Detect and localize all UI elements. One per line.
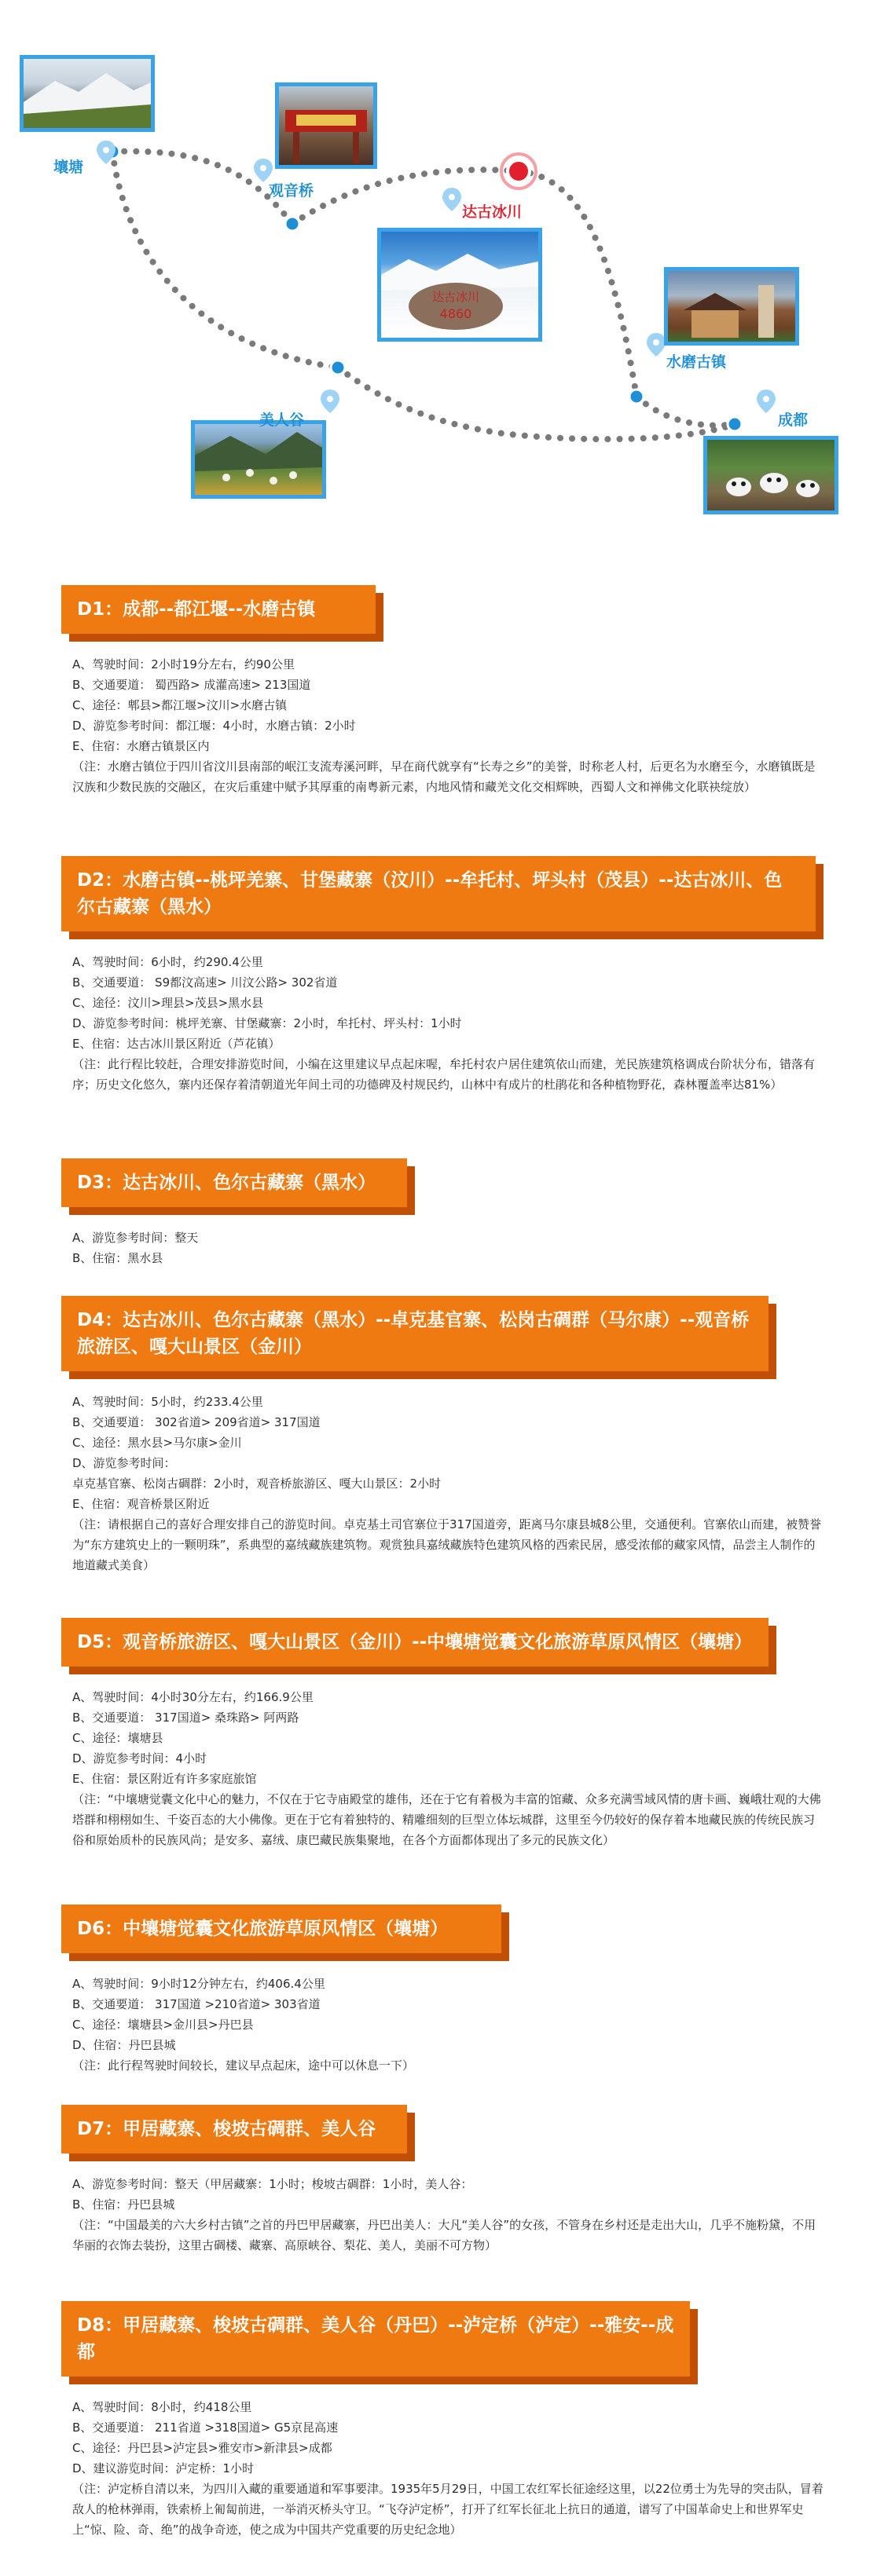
day-5-title: D5：观音桥旅游区、嘎大山景区（金川）--中壤塘觉囊文化旅游草原风情区（壤塘） (61, 1618, 768, 1667)
day-1-details (61, 654, 823, 797)
day-7-title: D7：甲居藏寨、梭坡古碉群、美人谷 (61, 2105, 407, 2153)
day-3-line: B、住宿：黑水县 (72, 1251, 163, 1265)
day-8-details (61, 2397, 823, 2540)
node-meirengu (331, 360, 345, 375)
day-3-details (61, 1228, 823, 1268)
day-2-line: A、驾驶时间：6小时，约290.4公里 (72, 955, 263, 969)
day-7-details (61, 2174, 823, 2256)
day-2-line: C、途径：汶川>理县>茂县>黑水县 (72, 996, 264, 1010)
day-6-line: C、途径：壤塘县>金川县>丹巴县 (72, 2018, 254, 2032)
route-map (0, 0, 884, 550)
day-1-line: C、途径：郫县>都江堰>汶川>水磨古镇 (72, 698, 288, 712)
label-chengdu: 成都 (778, 412, 809, 429)
pin-icon-dagu (442, 188, 461, 211)
day-6-note: （注：此行程驾驶时间较长，建议早点起床，途中可以休息一下） (72, 2058, 415, 2073)
day-5-section (61, 1618, 823, 1850)
day-4-title: D4：达古冰川、色尔古藏寨（黑水）--卓克基官寨、松岗古碉群（马尔康）--观音桥旅游区、嘎大山景区（金川） (61, 1296, 768, 1371)
day-4-line: D、游览参考时间： (72, 1456, 176, 1470)
day-2-line: B、交通要道： S9都汶高速> 川汶公路> 302省道 (72, 975, 338, 990)
day-8-title: D8：甲居藏寨、梭坡古碉群、美人谷（丹巴）--泸定桥（泸定）--雅安--成都 (61, 2301, 690, 2377)
day-5-line: D、游览参考时间：4小时 (72, 1751, 207, 1766)
day-1-section (61, 585, 823, 797)
day-4-details (61, 1392, 823, 1575)
day-2-title: D2：水磨古镇--桃坪羌寨、甘堡藏寨（汶川）--牟托村、坪头村（茂县）--达古冰川、色尔古藏寨（黑水） (61, 856, 816, 931)
label-shuimo: 水磨古镇 (666, 353, 727, 371)
day-1-line: D、游览参考时间：都江堰：4小时，水磨古镇：2小时 (72, 719, 356, 733)
day-7-note: （注：“中国最美的六大乡村古镇”之首的丹巴甲居藏寨，丹巴出美人：大凡“美人谷”的女孩，不管身在乡村还是走出大山，几乎不施粉黛，不用华丽的衣饰去装扮，这里古碉楼、藏寨、高原峡谷、梨花、美人，美丽不可方物） (72, 2218, 816, 2252)
day-2-line: D、游览参考时间：桃坪羌寨、甘堡藏寨：2小时，牟托村、坪头村：1小时 (72, 1016, 462, 1030)
node-dagu (508, 160, 530, 182)
day-8-line: A、驾驶时间：8小时，约418公里 (72, 2400, 252, 2414)
day-5-line: E、住宿：景区附近有许多家庭旅馆 (72, 1772, 257, 1786)
route-path-shuimo-chengdu (636, 397, 735, 426)
day-8-section (61, 2301, 823, 2540)
day-6-line: D、住宿：丹巴县城 (72, 2038, 176, 2052)
day-4-line: C、途径：黑水县>马尔康>金川 (72, 1436, 242, 1450)
day-4-line: B、交通要道： 302省道> 209省道> 317国道 (72, 1415, 321, 1429)
pin-icon-chengdu (757, 390, 776, 413)
day-3-section (61, 1158, 823, 1268)
day-3-title: D3：达古冰川、色尔古藏寨（黑水） (61, 1158, 407, 1207)
day-8-note: （注：泸定桥自清以来，为四川入藏的重要通道和军事要津。1935年5月29日，中国工农红军长征途经这里，以22位勇士为先导的突击队，冒着敌人的枪林弹雨，铁索桥上匍匐前进，一举消灭桥头守卫。“飞夺泸定桥”，打开了红军长征北上抗日的通道，谱写了中国革命史上和世界军史上“惊、险、奇、绝”的战争奇迹，使之成为中国共产党重要的历史纪念地） (72, 2482, 823, 2537)
stone-inscription: 达古冰川 (431, 290, 480, 304)
pin-icon-shuimo (647, 333, 666, 357)
day-5-note: （注：“中壤塘觉囊文化中心的魅力，不仅在于它寺庙殿堂的雄伟，还在于它有着极为丰富的馆藏、众多充满雪域风情的唐卡画、巍峨壮观的大佛塔群和栩栩如生、千姿百态的大小佛像。更在于它有着独特的、精雕细刻的巨型立体坛城群，这里至今仍较好的保存着本地藏民族的传统民族习俗和原始质朴的民族风尚；是安多、嘉绒、康巴藏民族集聚地，在各个方面都体现出了多元的民族文化） (72, 1792, 821, 1847)
day-4-line: E、住宿：观音桥景区附近 (72, 1497, 210, 1511)
day-1-note: （注：水磨古镇位于四川省汶川县南部的岷江支流寿溪河畔，早在商代就享有“长寿之乡”的美誉，时称老人村，后更名为水磨至今，水磨镇既是汉族和少数民族的交融区，在灾后重建中赋予其厚重的南粤新元素，内地风情和藏羌文化交相辉映，西蜀人文和禅佛文化联袂绽放） (72, 759, 816, 794)
label-dagu: 达古冰川 (462, 203, 523, 221)
day-6-section (61, 1905, 823, 2076)
day-7-line: A、游览参考时间：整天（甲居藏寨：1小时；梭坡古碉群：1小时，美人谷： (72, 2177, 473, 2191)
day-1-line: E、住宿：水磨古镇景区内 (72, 739, 210, 753)
day-4-line: A、驾驶时间：5小时，约233.4公里 (72, 1395, 263, 1409)
day-8-line: B、交通要道： 211省道 >318国道> G5京昆高速 (72, 2420, 339, 2435)
day-6-line: B、交通要道： 317国道 >210省道> 303省道 (72, 1997, 321, 2011)
day-8-line: C、途径：丹巴县>泸定县>雅安市>新津县>成都 (72, 2441, 332, 2455)
label-guanyinqiao: 观音桥 (269, 182, 314, 199)
day-2-line: E、住宿：达古冰川景区附近（芦花镇） (72, 1037, 281, 1051)
day-6-line: A、驾驶时间：9小时12分钟左右，约406.4公里 (72, 1977, 325, 1991)
day-4-section (61, 1296, 823, 1575)
day-6-title: D6：中壤塘觉囊文化旅游草原风情区（壤塘） (61, 1905, 501, 1953)
day-2-details (61, 952, 823, 1095)
pin-icon-meirengu (321, 390, 339, 413)
day-7-line: B、住宿：丹巴县城 (72, 2197, 175, 2212)
node-shuimo (629, 390, 644, 404)
day-7-section (61, 2105, 823, 2256)
day-4-line: 卓克基官寨、松岗古碉群：2小时，观音桥旅游区、嘎大山景区：2小时 (72, 1476, 442, 1491)
photo-guanyinqiao (275, 82, 377, 169)
photo-dagu-glacier (377, 228, 542, 342)
photo-rangtang (20, 55, 155, 132)
label-meirengu: 美人谷 (259, 412, 305, 429)
photo-meirengu (191, 420, 326, 499)
day-1-title: D1：成都--都江堰--水磨古镇 (61, 585, 376, 634)
photo-shuimo (664, 267, 799, 346)
day-2-note: （注：此行程比较赶，合理安排游览时间，小编在这里建议早点起床喔，牟托村农户居住建筑依山而建，羌民族建筑格调成台阶状分布，错落有序；历史文化悠久，寨内还保存着清朝道光年间土司的功德碑及村规民约，山林中有成片的杜鹃花和各种植物野花，森林覆盖率达81%） (72, 1057, 816, 1092)
route-path-meirengu-chengdu (338, 368, 735, 439)
node-chengdu (728, 417, 742, 431)
day-6-details (61, 1974, 823, 2076)
photo-chengdu (703, 436, 838, 514)
day-5-line: C、途径：壤塘县 (72, 1731, 163, 1745)
label-rangtang: 壤塘 (53, 159, 84, 176)
day-5-line: A、驾驶时间：4小时30分左右，约166.9公里 (72, 1690, 314, 1704)
node-guanyinqiao (285, 217, 299, 231)
day-5-details (61, 1687, 823, 1850)
stone-altitude: 4860 (439, 306, 472, 321)
day-4-note: （注：请根据自己的喜好合理安排自己的游览时间。卓克基土司官寨位于317国道旁，距离马尔康县城8公里，交通便利。官寨依山而建，被赞誉为“东方建筑史上的一颗明珠”，系典型的嘉绒藏族建筑物。观赏独具嘉绒藏族特色建筑风格的西索民居，感受浓郁的藏家风情，品尝主人制作的地道藏式美食） (72, 1517, 822, 1572)
day-1-line: A、驾驶时间：2小时19分左右，约90公里 (72, 657, 295, 671)
day-3-line: A、游览参考时间：整天 (72, 1231, 199, 1245)
day-5-line: B、交通要道： 317国道> 桑珠路> 阿两路 (72, 1711, 299, 1725)
day-2-section (61, 856, 823, 1095)
day-8-line: D、建议游览时间：泸定桥：1小时 (72, 2461, 255, 2475)
day-1-line: B、交通要道： 蜀西路> 成灌高速> 213国道 (72, 678, 311, 692)
